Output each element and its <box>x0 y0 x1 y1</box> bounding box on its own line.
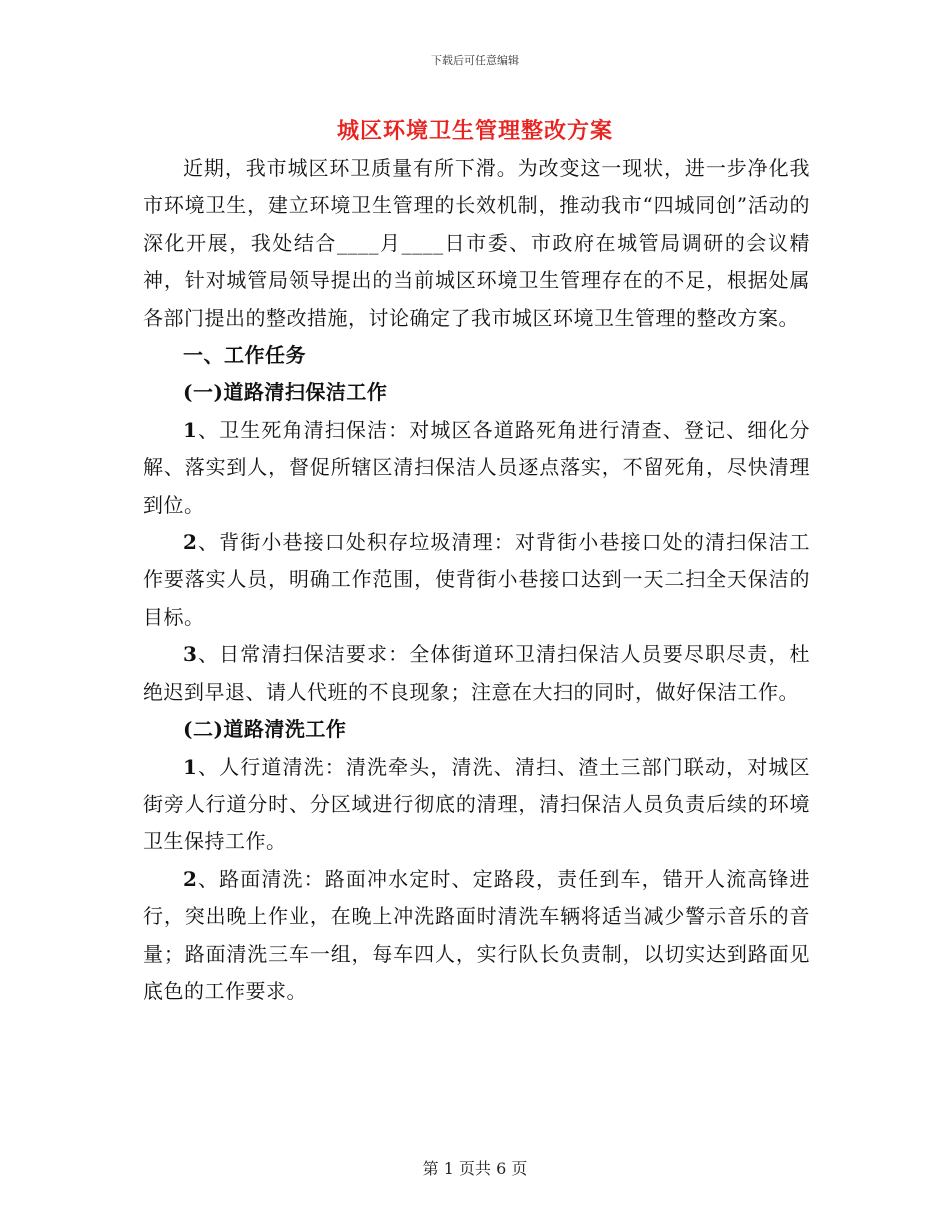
header-note: 下载后可任意编辑 <box>431 54 519 67</box>
item-number: 3 <box>183 642 198 667</box>
item-text: 、背街小巷接口处积存垃圾清理：对背街小巷接口处的清扫保洁工作要落实人员，明确工作范围，使背街小巷接口达到一天二扫全天保洁的目标。 <box>143 530 810 629</box>
list-item <box>143 749 810 861</box>
subsection-heading-road-washing: (二)道路清洗工作 <box>183 717 347 742</box>
item-text: 、路面清洗：路面冲水定时、定路段，责任到车，错开人流高锋进行，突出晚上作业，在晚上冲洗路面时清洗车辆将适当减少警示音乐的音量；路面清洗三车一组，每车四人，实行队长负责制，以切实达到路面见底色的工作要求。 <box>143 866 810 1003</box>
section-heading-work-tasks: 一、工作任务 <box>183 343 306 368</box>
list-item <box>143 524 810 636</box>
item-number: 2 <box>183 530 198 555</box>
intro-paragraph: 近期，我市城区环卫质量有所下滑。为改变这一现状，进一步净化我市环境卫生，建立环境卫生管理的长效机制，推动我市“四城同创”活动的深化开展，我处结合____月____日市委、市政府在城管局调研的会议精神，针对城管局领导提出的当前城区环境卫生管理存在的不足，根据处属各部门提出的整改措施，讨论确定了我市城区环境卫生管理的整改方案。 <box>143 156 810 330</box>
document-body <box>143 150 810 1010</box>
list-item <box>143 861 810 1011</box>
page-number-footer: 第 1 页共 6 页 <box>422 1159 528 1178</box>
item-number: 1 <box>183 417 198 442</box>
item-number: 2 <box>183 866 198 891</box>
item-text: 、人行道清洗：清洗牵头，清洗、清扫、渣土三部门联动，对城区街旁人行道分时、分区域进行彻底的清理，清扫保洁人员负责后续的环境卫生保持工作。 <box>143 754 810 854</box>
item-text: 、卫生死角清扫保洁：对城区各道路死角进行清查、登记、细化分解、落实到人，督促所辖区清扫保洁人员逐点落实，不留死角，尽快清理到位。 <box>143 417 810 517</box>
item-text: 、日常清扫保洁要求：全体街道环卫清扫保洁人员要尽职尽责，杜绝迟到早退、请人代班的不良现象；注意在大扫的同时，做好保洁工作。 <box>143 642 810 704</box>
subsection-heading-road-sweeping: (一)道路清扫保洁工作 <box>183 380 388 405</box>
list-item <box>143 412 810 524</box>
list-item <box>143 636 810 711</box>
item-number: 1 <box>183 754 198 779</box>
document-title: 城区环境卫生管理整改方案 <box>336 118 613 144</box>
